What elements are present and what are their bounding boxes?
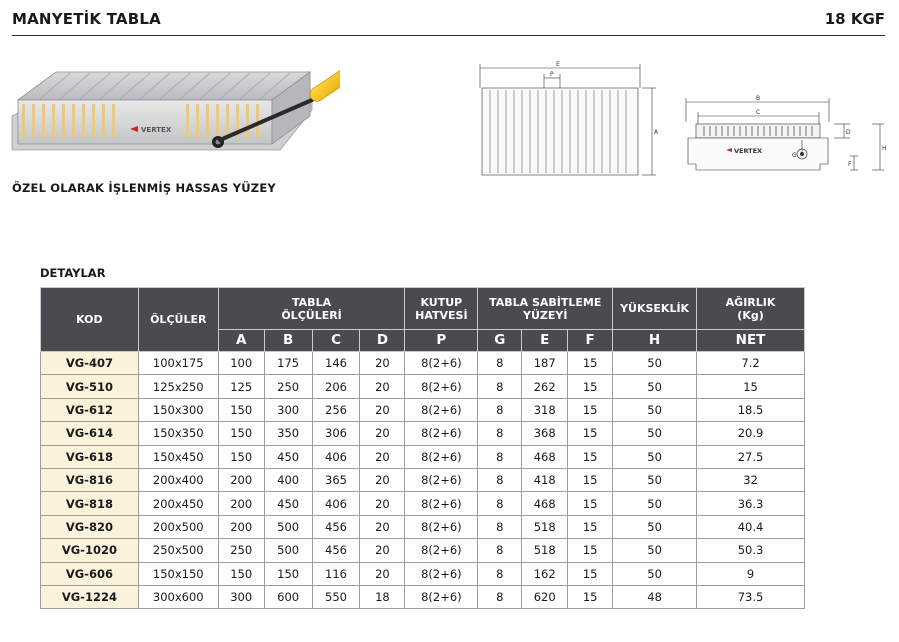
svg-text:D: D [846,129,851,136]
table-row [41,422,805,445]
svg-text:VERTEX: VERTEX [734,147,763,155]
header-olculer: ÖLÇÜLER [138,288,218,352]
surface-caption: ÖZEL OLARAK İŞLENMİŞ HASSAS YÜZEY [12,181,276,195]
table-cell: 500 [264,539,312,562]
table-cell: 468 [522,492,568,515]
table-cell: 20.9 [697,422,805,445]
table-cell: 406 [312,492,360,515]
table-cell: 8 [478,539,522,562]
table-row [41,445,805,468]
table-cell: 20 [360,375,405,398]
header-net: NET [697,330,805,352]
model-code-cell: VG-510 [41,375,139,398]
page-header [12,6,885,36]
table-cell: 50 [613,515,697,538]
table-cell: 50 [613,468,697,491]
table-cell: 8 [478,352,522,375]
header-tabla: TABLA ÖLÇÜLERİ [218,288,405,330]
table-cell: 365 [312,468,360,491]
table-cell: 306 [312,422,360,445]
model-code-cell: VG-816 [41,468,139,491]
table-cell: 200x450 [138,492,218,515]
model-code-cell: VG-606 [41,562,139,585]
header-f: F [568,330,613,352]
table-cell: 400 [264,468,312,491]
table-cell: 8(2+6) [405,585,478,608]
model-code-cell: VG-820 [41,515,139,538]
model-code-cell: VG-818 [41,492,139,515]
table-cell: 20 [360,492,405,515]
table-row [41,398,805,421]
table-cell: 15 [568,352,613,375]
table-cell: 620 [522,585,568,608]
table-cell: 27.5 [697,445,805,468]
table-cell: 73.5 [697,585,805,608]
header-c: C [312,330,360,352]
table-cell: 8(2+6) [405,375,478,398]
table-cell: 20 [360,515,405,538]
table-cell: 8 [478,468,522,491]
table-cell: 456 [312,515,360,538]
table-cell: 15 [568,585,613,608]
table-cell: 15 [568,539,613,562]
table-cell: 450 [264,492,312,515]
table-cell: 20 [360,468,405,491]
header-h: H [613,330,697,352]
table-cell: 20 [360,422,405,445]
table-cell: 200 [218,515,264,538]
table-cell: 8 [478,422,522,445]
table-cell: 15 [568,515,613,538]
table-cell: 8(2+6) [405,398,478,421]
svg-text:G: G [792,152,797,159]
table-cell: 8 [478,375,522,398]
table-cell: 350 [264,422,312,445]
model-code-cell: VG-1224 [41,585,139,608]
table-row [41,562,805,585]
header-d: D [360,330,405,352]
table-cell: 7.2 [697,352,805,375]
table-cell: 150 [218,398,264,421]
table-cell: 200 [218,468,264,491]
table-cell: 500 [264,515,312,538]
table-cell: 8(2+6) [405,562,478,585]
table-cell: 262 [522,375,568,398]
table-cell: 150 [218,445,264,468]
table-cell: 48 [613,585,697,608]
table-cell: 200x500 [138,515,218,538]
product-image [10,58,340,170]
table-cell: 50 [613,492,697,515]
side-view-drawing [674,92,889,182]
table-cell: 20 [360,445,405,468]
table-cell: 9 [697,562,805,585]
table-row [41,492,805,515]
page-title: MANYETİK TABLA [12,10,161,28]
table-cell: 318 [522,398,568,421]
model-code-cell: VG-614 [41,422,139,445]
table-cell: 8 [478,492,522,515]
table-cell: 8(2+6) [405,515,478,538]
table-row [41,468,805,491]
table-cell: 50 [613,352,697,375]
table-cell: 150 [218,422,264,445]
table-cell: 550 [312,585,360,608]
table-cell: 456 [312,539,360,562]
header-kutup: KUTUP HATVESİ [405,288,478,330]
table-cell: 20 [360,398,405,421]
table-cell: 8(2+6) [405,422,478,445]
table-row [41,375,805,398]
table-cell: 146 [312,352,360,375]
table-cell: 368 [522,422,568,445]
top-view-drawing [470,60,670,180]
model-code-cell: VG-612 [41,398,139,421]
header-kod: KOD [41,288,139,352]
table-cell: 150x300 [138,398,218,421]
table-cell: 50 [613,562,697,585]
svg-text:P: P [550,71,554,78]
svg-text:F: F [848,161,852,168]
table-cell: 15 [697,375,805,398]
svg-text:A: A [654,129,659,136]
table-cell: 250 [264,375,312,398]
model-code-cell: VG-618 [41,445,139,468]
table-cell: 50.3 [697,539,805,562]
table-cell: 15 [568,445,613,468]
model-code-cell: VG-407 [41,352,139,375]
svg-text:E: E [556,61,560,68]
table-cell: 250x500 [138,539,218,562]
specs-table-body [41,352,805,609]
table-cell: 8(2+6) [405,352,478,375]
table-cell: 32 [697,468,805,491]
header-b: B [264,330,312,352]
table-cell: 20 [360,562,405,585]
table-cell: 300 [218,585,264,608]
table-cell: 116 [312,562,360,585]
table-cell: 125 [218,375,264,398]
table-cell: 150 [264,562,312,585]
table-cell: 15 [568,422,613,445]
header-agirlik: AĞIRLIK (Kg) [697,288,805,330]
header-sabitleme: TABLA SABİTLEME YÜZEYİ [478,288,613,330]
table-cell: 36.3 [697,492,805,515]
table-cell: 406 [312,445,360,468]
table-cell: 15 [568,562,613,585]
table-cell: 50 [613,539,697,562]
section-title: DETAYLAR [40,266,106,280]
table-cell: 8 [478,515,522,538]
table-cell: 50 [613,422,697,445]
table-cell: 175 [264,352,312,375]
table-cell: 15 [568,492,613,515]
table-cell: 600 [264,585,312,608]
table-cell: 8(2+6) [405,445,478,468]
table-cell: 125x250 [138,375,218,398]
table-cell: 50 [613,445,697,468]
table-cell: 15 [568,375,613,398]
table-cell: 20 [360,539,405,562]
header-e: E [522,330,568,352]
table-cell: 150x150 [138,562,218,585]
model-code-cell: VG-1020 [41,539,139,562]
capacity-label: 18 KGF [824,10,885,28]
table-cell: 50 [613,398,697,421]
table-cell: 187 [522,352,568,375]
table-cell: 450 [264,445,312,468]
table-cell: 18 [360,585,405,608]
table-row [41,585,805,608]
table-cell: 300 [264,398,312,421]
table-cell: 418 [522,468,568,491]
table-cell: 15 [568,468,613,491]
table-cell: 518 [522,539,568,562]
table-row [41,515,805,538]
table-cell: 15 [568,398,613,421]
table-cell: 518 [522,515,568,538]
table-cell: 8(2+6) [405,492,478,515]
header-yukseklik: YÜKSEKLİK [613,288,697,330]
table-cell: 162 [522,562,568,585]
svg-text:VERTEX: VERTEX [141,126,172,134]
table-cell: 8(2+6) [405,539,478,562]
table-cell: 40.4 [697,515,805,538]
table-row [41,352,805,375]
table-cell: 8 [478,398,522,421]
specs-table [40,287,805,609]
table-cell: 8 [478,445,522,468]
table-cell: 200 [218,492,264,515]
table-cell: 200x400 [138,468,218,491]
table-row [41,539,805,562]
table-cell: 250 [218,539,264,562]
header-g: G [478,330,522,352]
table-cell: 18.5 [697,398,805,421]
svg-text:B: B [756,95,761,102]
table-cell: 100x175 [138,352,218,375]
header-p: P [405,330,478,352]
table-cell: 206 [312,375,360,398]
table-cell: 300x600 [138,585,218,608]
table-cell: 8(2+6) [405,468,478,491]
table-cell: 8 [478,562,522,585]
table-cell: 8 [478,585,522,608]
svg-text:H: H [882,145,887,152]
header-a: A [218,330,264,352]
table-cell: 150 [218,562,264,585]
table-cell: 50 [613,375,697,398]
table-cell: 256 [312,398,360,421]
table-cell: 100 [218,352,264,375]
table-cell: 150x350 [138,422,218,445]
svg-text:C: C [756,109,761,116]
table-cell: 20 [360,352,405,375]
table-cell: 468 [522,445,568,468]
table-cell: 150x450 [138,445,218,468]
